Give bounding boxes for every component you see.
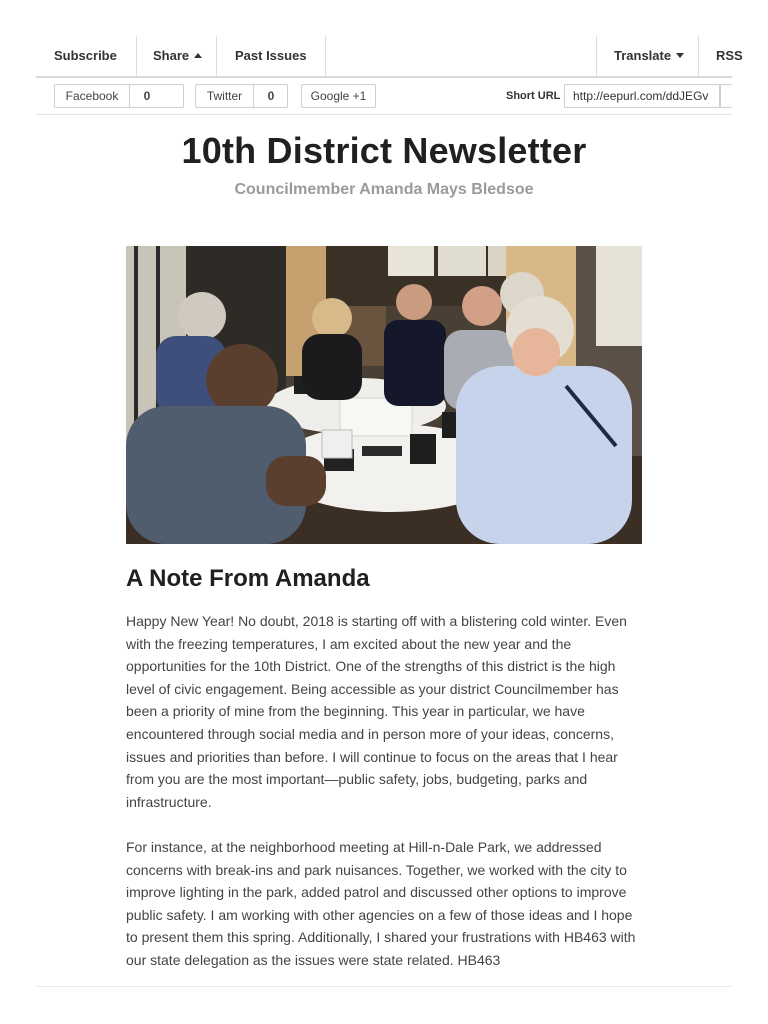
facebook-count: 0 [129,85,164,107]
share-menu[interactable] [153,36,202,76]
short-url-copy-button[interactable] [720,84,732,108]
facebook-share-button[interactable] [54,84,184,108]
newsletter-toolbar [36,36,743,78]
page-subtitle: Councilmember Amanda Mays Bledsoe [234,181,534,198]
meeting-photo [126,246,642,544]
subscribe-link[interactable]: Subscribe [54,48,117,63]
google-plus-button[interactable] [301,84,376,108]
page-title: 10th District Newsletter [181,130,587,171]
toolbar-divider [596,36,597,76]
caret-up-icon [194,53,202,58]
facebook-label: Facebook [65,89,119,103]
article-paragraph: Happy New Year! No doubt, 2018 is starting off with a blistering cold winter. Even with the freezing temperatures, I am excited about the new year and the opportunities for the 10th District. One of the strengths of this district is the high level of civic engagement. Being accessible as your district Councilmember has been a priority of mine from the beginning. This year in particular, we have encountered through social media and in person more of your ideas, concerns, issues and priorities than before. I will continue to focus on the areas that I hear from you are the most important—public safety, jobs, budgeting, parks and infrastructure. [126,613,627,810]
toolbar-divider [698,36,699,76]
share-label: Share [153,48,190,63]
translate-label: Translate [614,48,672,63]
short-url-field[interactable]: http://eepurl.com/ddJEGv [564,84,720,108]
rss-link[interactable]: RSS [716,48,743,63]
past-issues-link[interactable]: Past Issues [235,48,307,63]
toolbar-divider [325,36,326,76]
short-url-label: Short URL [506,90,561,102]
twitter-label: Twitter [206,89,243,103]
translate-menu[interactable] [614,36,684,76]
social-share-row [36,78,732,115]
toolbar-divider [216,36,217,76]
section-heading: A Note From Amanda [126,565,370,592]
article-paragraph: For instance, at the neighborhood meeting at Hill-n-Dale Park, we addressed concerns with break-ins and park nuisances. Together, we worked with the city to improve lighting in the park, added patrol and discussed other options to improve public safety. I am working with other agencies on a few of those ideas and I hope to present them this spring. Additionally, I shared your frustrations with HB463 with our state delegation as the issues were state related. HB463 [126,839,636,968]
twitter-count: 0 [253,85,288,107]
toolbar-divider [136,36,137,76]
google-plus-label: Google +1 [310,89,367,103]
twitter-share-button[interactable] [195,84,288,108]
caret-down-icon [676,53,684,58]
footer-divider [36,986,732,987]
